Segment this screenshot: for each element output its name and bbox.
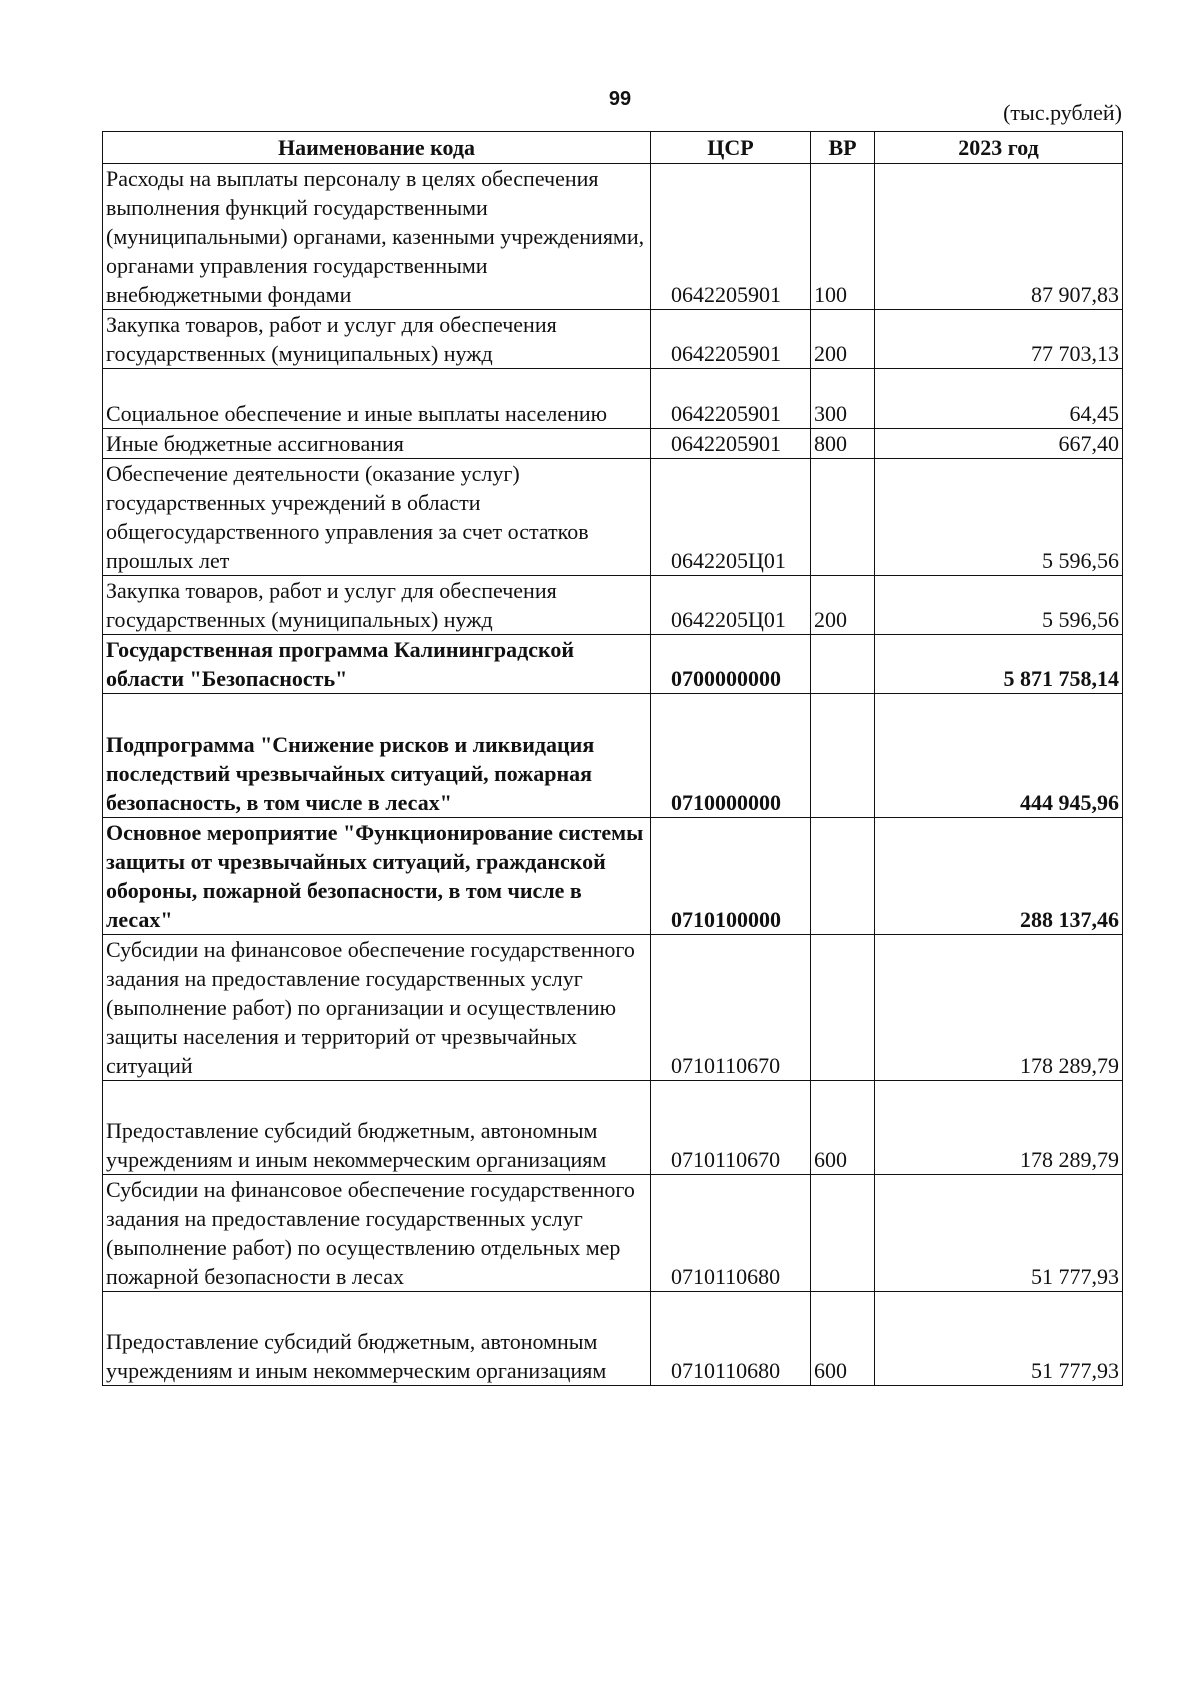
table-row — [103, 1175, 1123, 1292]
row-sum: 77 703,13 — [875, 310, 1123, 369]
units-label: (тыс.рублей) — [1003, 100, 1122, 125]
row-name: Иные бюджетные ассигнования — [103, 429, 651, 459]
budget-table — [102, 131, 1123, 1386]
row-name: Государственная программа Калининградской области "Безопасность" — [103, 635, 651, 694]
row-vr: 800 — [811, 429, 875, 459]
row-vr — [811, 694, 875, 818]
table-row — [103, 369, 1123, 429]
row-csr: 0700000000 — [651, 635, 811, 694]
row-name: Закупка товаров, работ и услуг для обеспечения государственных (муниципальных) нужд — [103, 310, 651, 369]
table-row — [103, 935, 1123, 1081]
row-vr: 200 — [811, 576, 875, 635]
row-sum: 667,40 — [875, 429, 1123, 459]
row-sum: 51 777,93 — [875, 1292, 1123, 1386]
row-sum: 178 289,79 — [875, 1081, 1123, 1175]
row-sum: 178 289,79 — [875, 935, 1123, 1081]
table-row — [103, 164, 1123, 310]
table-row — [103, 694, 1123, 818]
table-row — [103, 459, 1123, 576]
row-vr — [811, 935, 875, 1081]
row-csr: 0642205901 — [651, 429, 811, 459]
table-row — [103, 1081, 1123, 1175]
row-vr — [811, 818, 875, 935]
header-name: Наименование кода — [103, 132, 651, 164]
row-sum: 64,45 — [875, 369, 1123, 429]
row-name: Предоставление субсидий бюджетным, автономным учреждениям и иным некоммерческим организациям — [103, 1292, 651, 1386]
row-name: Субсидии на финансовое обеспечение государственного задания на предоставление государственных услуг (выполнение работ) по организации и осуществлению защиты населения и территорий от чрезвычайных ситуаций — [103, 935, 651, 1081]
row-csr: 0710100000 — [651, 818, 811, 935]
row-csr: 0642205Ц01 — [651, 576, 811, 635]
table-row — [103, 429, 1123, 459]
row-name: Закупка товаров, работ и услуг для обеспечения государственных (муниципальных) нужд — [103, 576, 651, 635]
row-csr: 0642205901 — [651, 369, 811, 429]
table-row — [103, 576, 1123, 635]
row-vr: 600 — [811, 1081, 875, 1175]
row-sum: 5 871 758,14 — [875, 635, 1123, 694]
header-year: 2023 год — [875, 132, 1123, 164]
row-csr: 0710110670 — [651, 1081, 811, 1175]
row-csr: 0642205901 — [651, 310, 811, 369]
row-vr: 600 — [811, 1292, 875, 1386]
row-vr — [811, 459, 875, 576]
table-header-row — [103, 132, 1123, 164]
row-sum: 5 596,56 — [875, 459, 1123, 576]
row-sum: 87 907,83 — [875, 164, 1123, 310]
row-vr — [811, 635, 875, 694]
row-csr: 0710110680 — [651, 1175, 811, 1292]
table-row — [103, 818, 1123, 935]
table-row — [103, 635, 1123, 694]
row-name: Предоставление субсидий бюджетным, автономным учреждениям и иным некоммерческим организациям — [103, 1081, 651, 1175]
row-vr: 300 — [811, 369, 875, 429]
row-name: Подпрограмма "Снижение рисков и ликвидация последствий чрезвычайных ситуаций, пожарная безопасность, в том числе в лесах" — [103, 694, 651, 818]
row-sum: 444 945,96 — [875, 694, 1123, 818]
row-name: Социальное обеспечение и иные выплаты населению — [103, 369, 651, 429]
header-csr: ЦСР — [651, 132, 811, 164]
row-csr: 0710000000 — [651, 694, 811, 818]
row-sum: 51 777,93 — [875, 1175, 1123, 1292]
row-name: Субсидии на финансовое обеспечение государственного задания на предоставление государственных услуг (выполнение работ) по осуществлению отдельных мер пожарной безопасности в лесах — [103, 1175, 651, 1292]
table-row — [103, 1292, 1123, 1386]
row-csr: 0642205Ц01 — [651, 459, 811, 576]
row-name: Расходы на выплаты персоналу в целях обеспечения выполнения функций государственными (муниципальными) органами, казенными учреждениями, органами управления государственными внебюджетными фондами — [103, 164, 651, 310]
row-sum: 288 137,46 — [875, 818, 1123, 935]
row-csr: 0642205901 — [651, 164, 811, 310]
header-vr: ВР — [811, 132, 875, 164]
row-sum: 5 596,56 — [875, 576, 1123, 635]
page-number: 99 — [608, 88, 632, 110]
row-csr: 0710110680 — [651, 1292, 811, 1386]
table-row — [103, 310, 1123, 369]
row-vr — [811, 1175, 875, 1292]
row-name: Обеспечение деятельности (оказание услуг) государственных учреждений в области общегосударственного управления за счет остатков прошлых лет — [103, 459, 651, 576]
row-name: Основное мероприятие "Функционирование системы защиты от чрезвычайных ситуаций, гражданской обороны, пожарной безопасности, в том числе в лесах" — [103, 818, 651, 935]
row-csr: 0710110670 — [651, 935, 811, 1081]
row-vr: 100 — [811, 164, 875, 310]
row-vr: 200 — [811, 310, 875, 369]
